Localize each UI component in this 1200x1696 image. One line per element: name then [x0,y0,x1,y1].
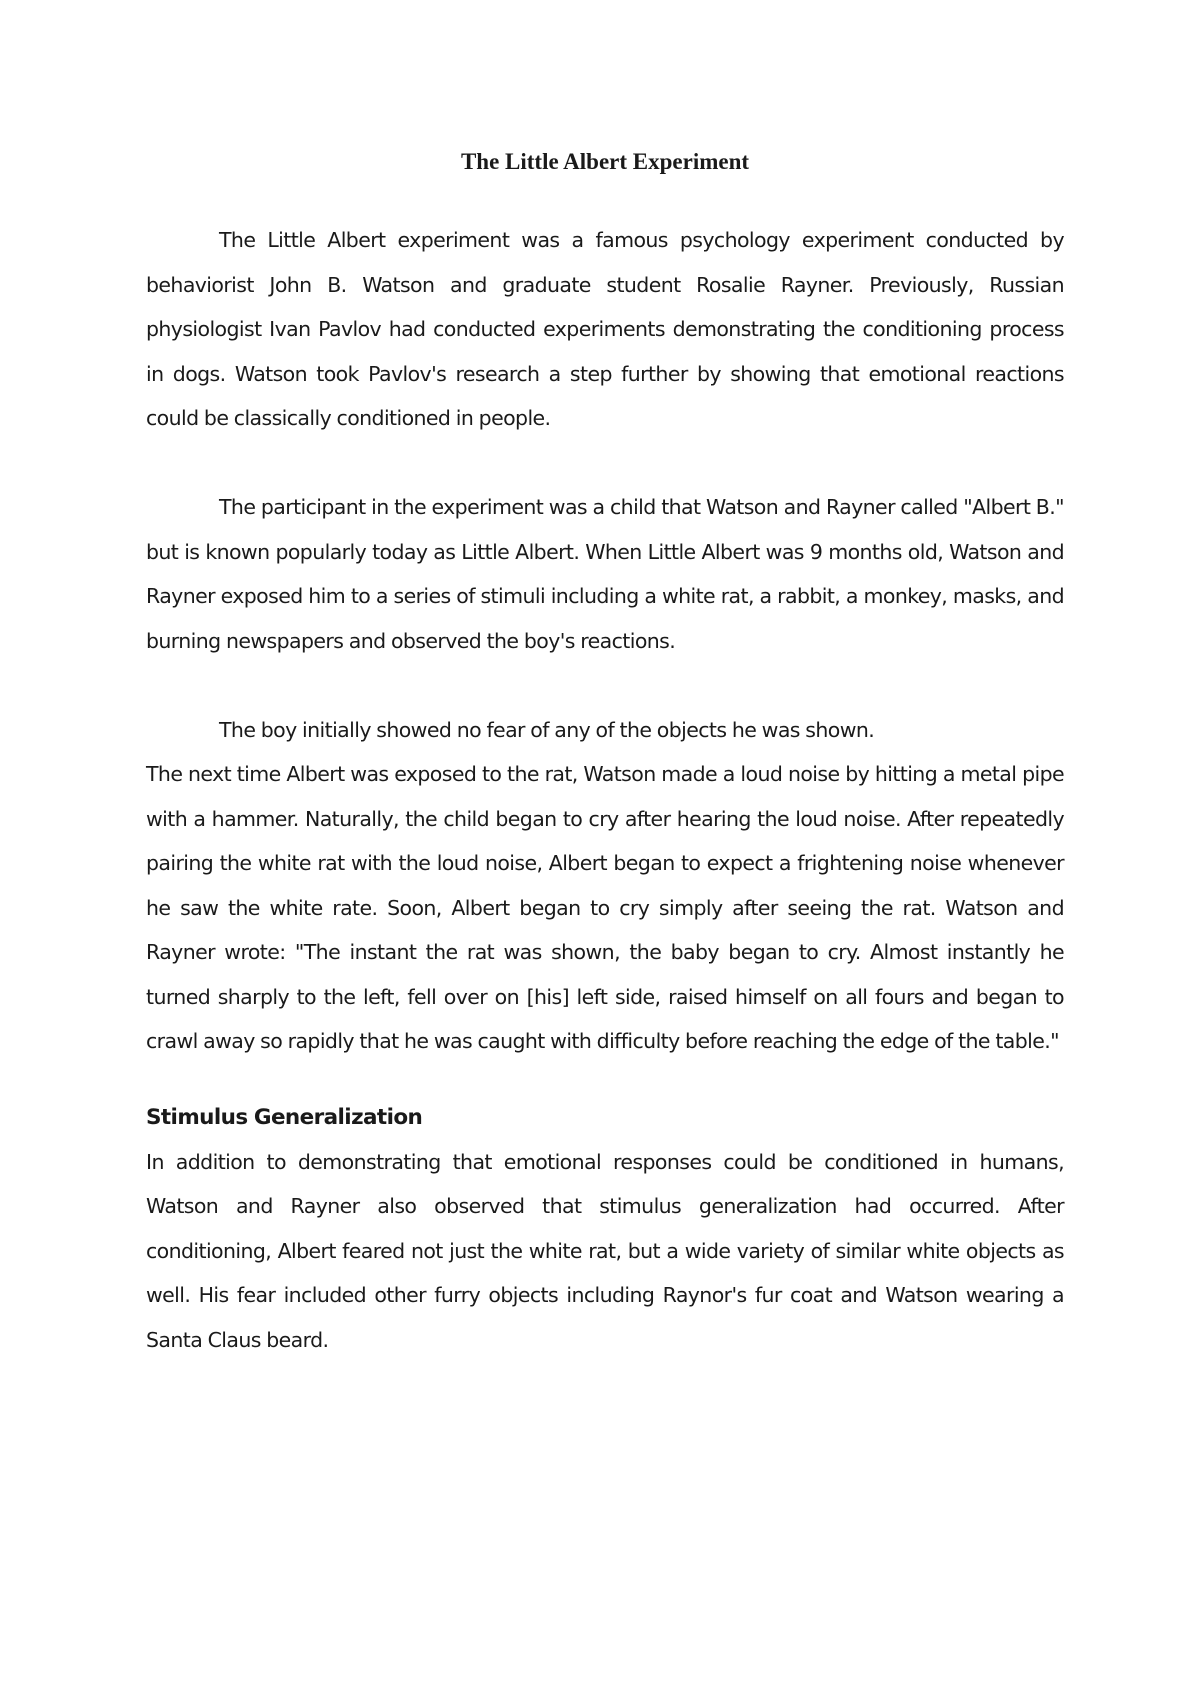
generalization-paragraph: In addition to demonstrating that emotional responses could be conditioned in humans, Watson and Rayner also observed that stimulus generalization had occurred. After conditioning, Albert feared not just the white rat, but a wide variety of similar white objects as well. His fear included other furry objects including Raynor's fur coat and Watson wearing a Santa Claus beard. [146,1149,1064,1352]
section-heading: Stimulus Generalization [146,1104,423,1130]
document-body [146,140,1064,1362]
intro-paragraph: The Little Albert experiment was a famous psychology experiment conducted by behaviorist John B. Watson and graduate student Rosalie Rayner. Previously, Russian physiologist Ivan Pavlov had conducted experiments demonstrating the conditioning process in dogs. Watson took Pavlov's research a step further by showing that emotional reactions could be classically conditioned in people. [146,228,1064,430]
initial-reaction-paragraph: The boy initially showed no fear of any of the objects he was shown. [219,717,875,742]
participant-paragraph: The participant in the experiment was a child that Watson and Rayner called "Albert B." but is known popularly today as Little Albert. When Little Albert was 9 months old, Watson and Rayner exposed him to a series of stimuli including a white rat, a rabbit, a monkey, masks, and burning newspapers and observed the boy's reactions. [146,495,1064,653]
conditioning-paragraph: The next time Albert was exposed to the rat, Watson made a loud noise by hitting a metal pipe with a hammer. Naturally, the child began to cry after hearing the loud noise. After repeatedly pairing the white rat with the loud noise, Albert began to expect a frightening noise whenever he saw the white rate. Soon, Albert began to cry simply after seeing the rat. Watson and Rayner wrote: "The instant the rat was shown, the baby began to cry. Almost instantly he turned sharply to the left, fell over on [his] left side, raised himself on all fours and began to crawl away so rapidly that he was caught with difficulty before reaching the edge of the table." [146,762,1064,1053]
document-title: The Little Albert Experiment [460,149,750,174]
